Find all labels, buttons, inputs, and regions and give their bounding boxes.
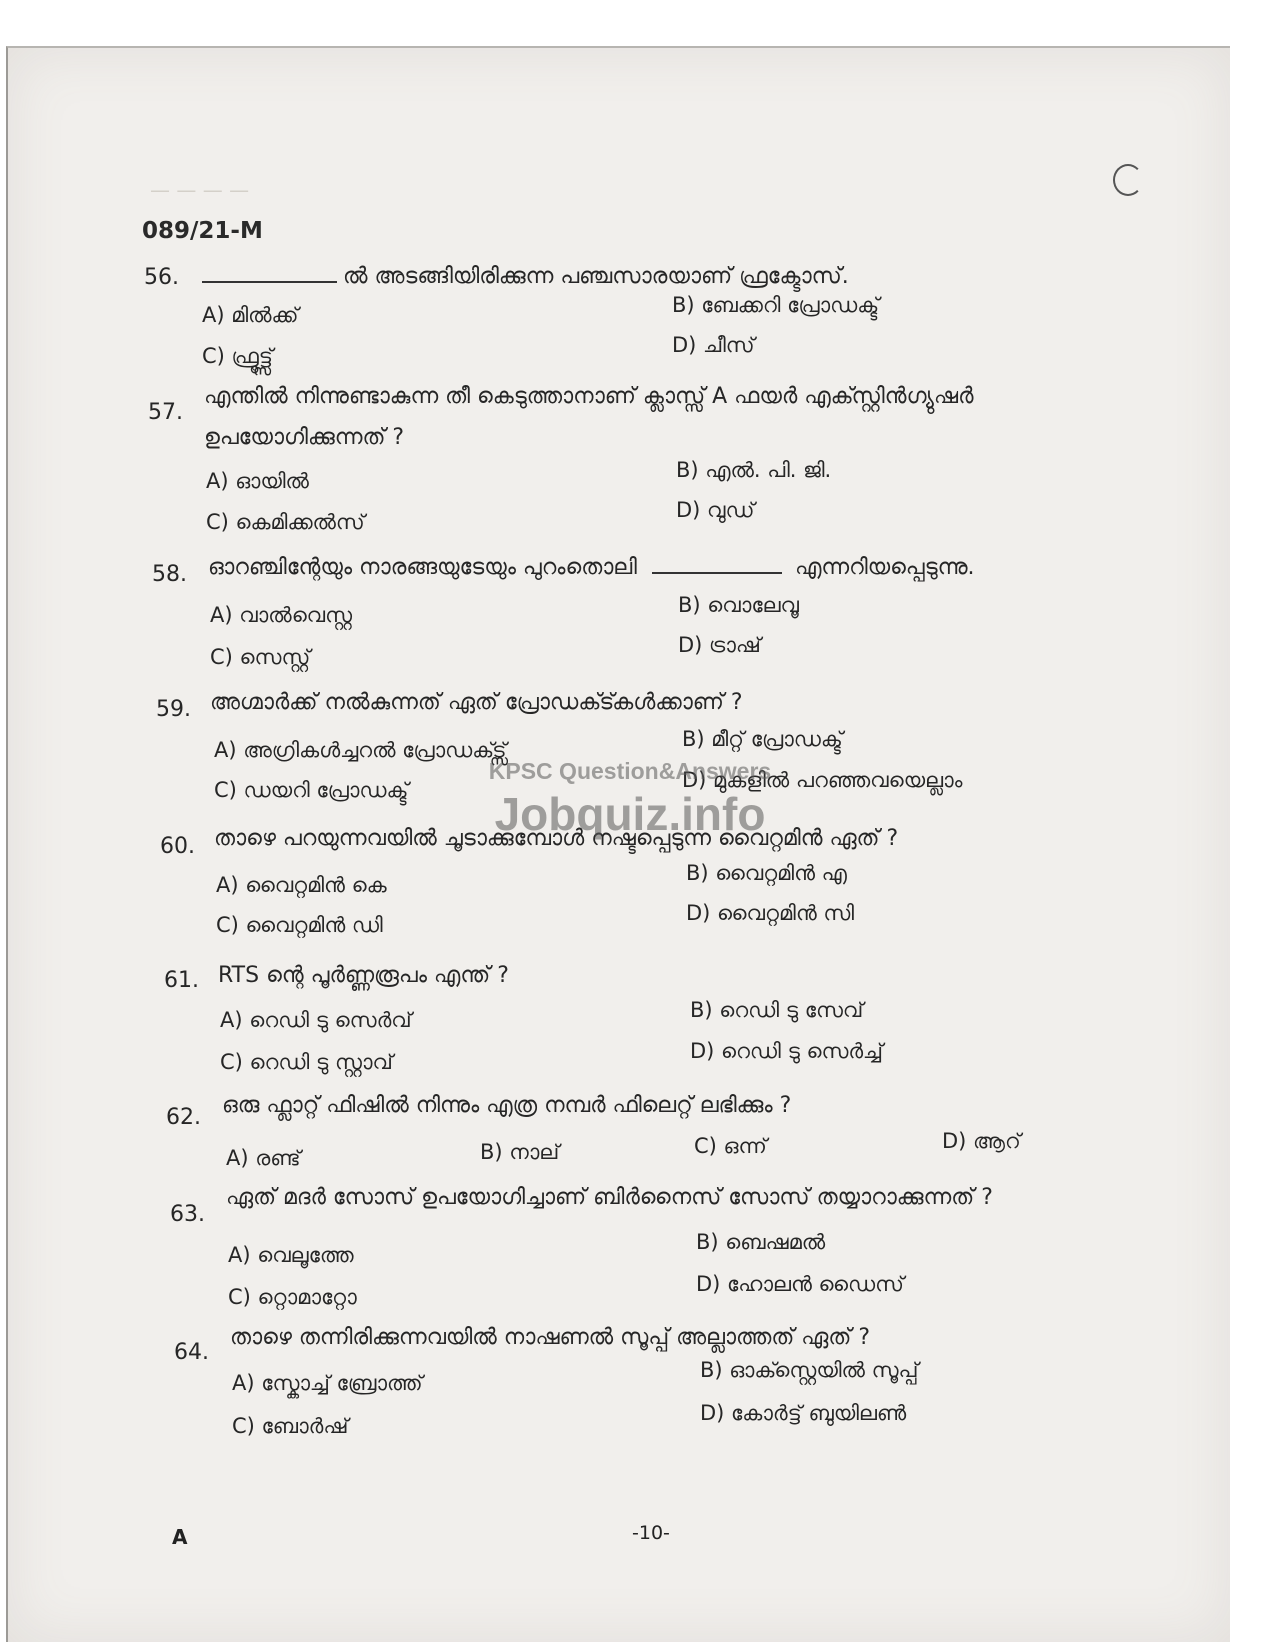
option-a[interactable]: A) ഓയിൽ [206,469,309,493]
option-b[interactable]: B) മീറ്റ് പ്രോഡക്ട് [682,727,843,751]
option-c[interactable]: C) ഡയറി പ്രോഡക്ട് [214,778,409,802]
question-text: താഴെ തന്നിരിക്കുന്നവയിൽ നാഷണൽ സൂപ്പ് അല്ലാത്തത് ഏത് ? [230,1325,871,1350]
watermark-line-2: Jobquiz.info [494,788,766,840]
option-c[interactable]: C) റ്റൊമാറ്റോ [228,1285,357,1309]
answer-blank [652,572,782,574]
option-b[interactable]: B) നാല് [480,1140,560,1164]
question-text: ഒരു ഫ്ലാറ്റ് ഫിഷിൽ നിന്നും എത്ര നമ്പർ ഫിലെറ്റ് ലഭിക്കും ? [222,1093,792,1118]
question-text: ഓറഞ്ചിന്റേയും നാരങ്ങയുടേയും പുറംതൊലി എന്നറിയപ്പെടുന്നു. [208,555,975,580]
option-c[interactable]: C) കെമിക്കൽസ് [206,510,365,534]
option-d[interactable]: D) ട്രാഷ് [678,633,761,657]
page-number: -10- [632,1522,670,1544]
option-d[interactable]: D) ഹോലൻ ഡൈസ് [696,1272,904,1296]
option-c[interactable]: C) ഫ്രൂട്ട്സ് [202,344,274,368]
question-number: 58. [152,562,187,587]
option-b[interactable]: B) എൽ. പി. ജി. [676,458,832,482]
option-c[interactable]: C) ഒന്ന് [694,1134,767,1158]
question-text-continued: ഉപയോഗിക്കുന്നത് ? [204,425,405,450]
question-number: 62. [166,1105,201,1130]
answer-blank [202,281,337,283]
option-d[interactable]: D) ആറ് [942,1129,1021,1153]
option-a[interactable]: A) റെഡി ടു സെർവ് [220,1008,412,1032]
option-b[interactable]: B) വൈറ്റമിൻ എ [686,861,847,885]
option-d[interactable]: D) റെഡി ടു സെർച്ച് [690,1039,883,1063]
option-b[interactable]: B) റെഡി ടു സേവ് [690,998,864,1022]
option-a[interactable]: A) അഗ്രികൾച്ചറൽ പ്രോഡക്ട്സ് [214,738,507,762]
question-number: 61. [164,968,199,993]
option-c[interactable]: C) വൈറ്റമിൻ ഡി [216,913,383,937]
option-b[interactable]: B) ഓക്സ്റ്റെയിൽ സൂപ്പ് [700,1358,919,1382]
option-c[interactable]: C) റെഡി ടു സ്റ്റാവ് [220,1050,393,1074]
show-through-text: — — — — [150,178,250,202]
question-text: താഴെ പറയുന്നവയിൽ ചൂടാക്കുമ്പോൾ നഷ്ടപ്പെടുന്ന വൈറ്റമിൻ ഏത് ? [214,826,899,851]
question-number: 63. [170,1202,205,1227]
question-text: ൽ അടങ്ങിയിരിക്കുന്ന പഞ്ചസാരയാണ് ഫ്രക്ടോസ്. [202,264,849,289]
scan-border [0,0,1273,46]
option-b[interactable]: B) ബേക്കറി പ്രോഡക്ട് [672,293,880,317]
paper-code: 089/21-M [142,218,263,244]
option-d[interactable]: D) വൈറ്റമിൻ സി [686,901,855,925]
question-text: എന്തിൽ നിന്നുണ്ടാകുന്ന തീ കെടുത്താനാണ് ക്ലാസ്സ് A ഫയർ എക്സ്റ്റിൻഗ്യുഷർ [204,384,974,409]
watermark-line-1: KPSC Question&Answers [488,758,772,784]
option-a[interactable]: A) രണ്ട് [226,1146,301,1170]
option-a[interactable]: A) വെലൂത്തേ [228,1243,354,1267]
option-a[interactable]: A) വാൽവെസ്റ്റ [210,603,353,627]
question-number: 57. [148,400,183,425]
option-d[interactable]: D) വുഡ് [676,498,755,522]
question-number: 64. [174,1340,209,1365]
option-d[interactable]: D) മുകളിൽ പറഞ്ഞവയെല്ലാം [682,768,963,792]
option-b[interactable]: B) വൊലേവൂ [678,593,799,617]
question-number: 59. [156,697,191,722]
question-text: RTS ന്റെ പൂർണ്ണരൂപം എന്ത് ? [218,963,509,988]
option-a[interactable]: A) വൈറ്റമിൻ കെ [216,873,387,897]
option-c[interactable]: C) സെസ്റ്റ് [210,645,311,669]
option-d[interactable]: D) കോർട്ട് ബുയിലൺ [700,1401,907,1425]
question-number: 60. [160,834,195,859]
punch-hole [1113,164,1143,196]
option-a[interactable]: A) സ്കോച്ച് ബ്രോത്ത് [232,1371,423,1395]
option-a[interactable]: A) മിൽക്ക് [202,303,299,327]
question-text: ഏത് മദർ സോസ് ഉപയോഗിച്ചാണ് ബിർനൈസ് സോസ് തയ്യാറാക്കുന്നത് ? [226,1185,993,1210]
option-b[interactable]: B) ബെഷമൽ [696,1230,826,1254]
question-text: അഗ്മാർക്ക് നൽകുന്നത് ഏത് പ്രോഡക്ട്കൾക്കാണ് ? [210,690,743,715]
question-number: 56. [144,265,179,290]
watermark [480,758,780,841]
version-code: A [172,1525,188,1549]
option-c[interactable]: C) ബോർഷ് [232,1414,349,1438]
option-d[interactable]: D) ചീസ് [672,333,755,357]
